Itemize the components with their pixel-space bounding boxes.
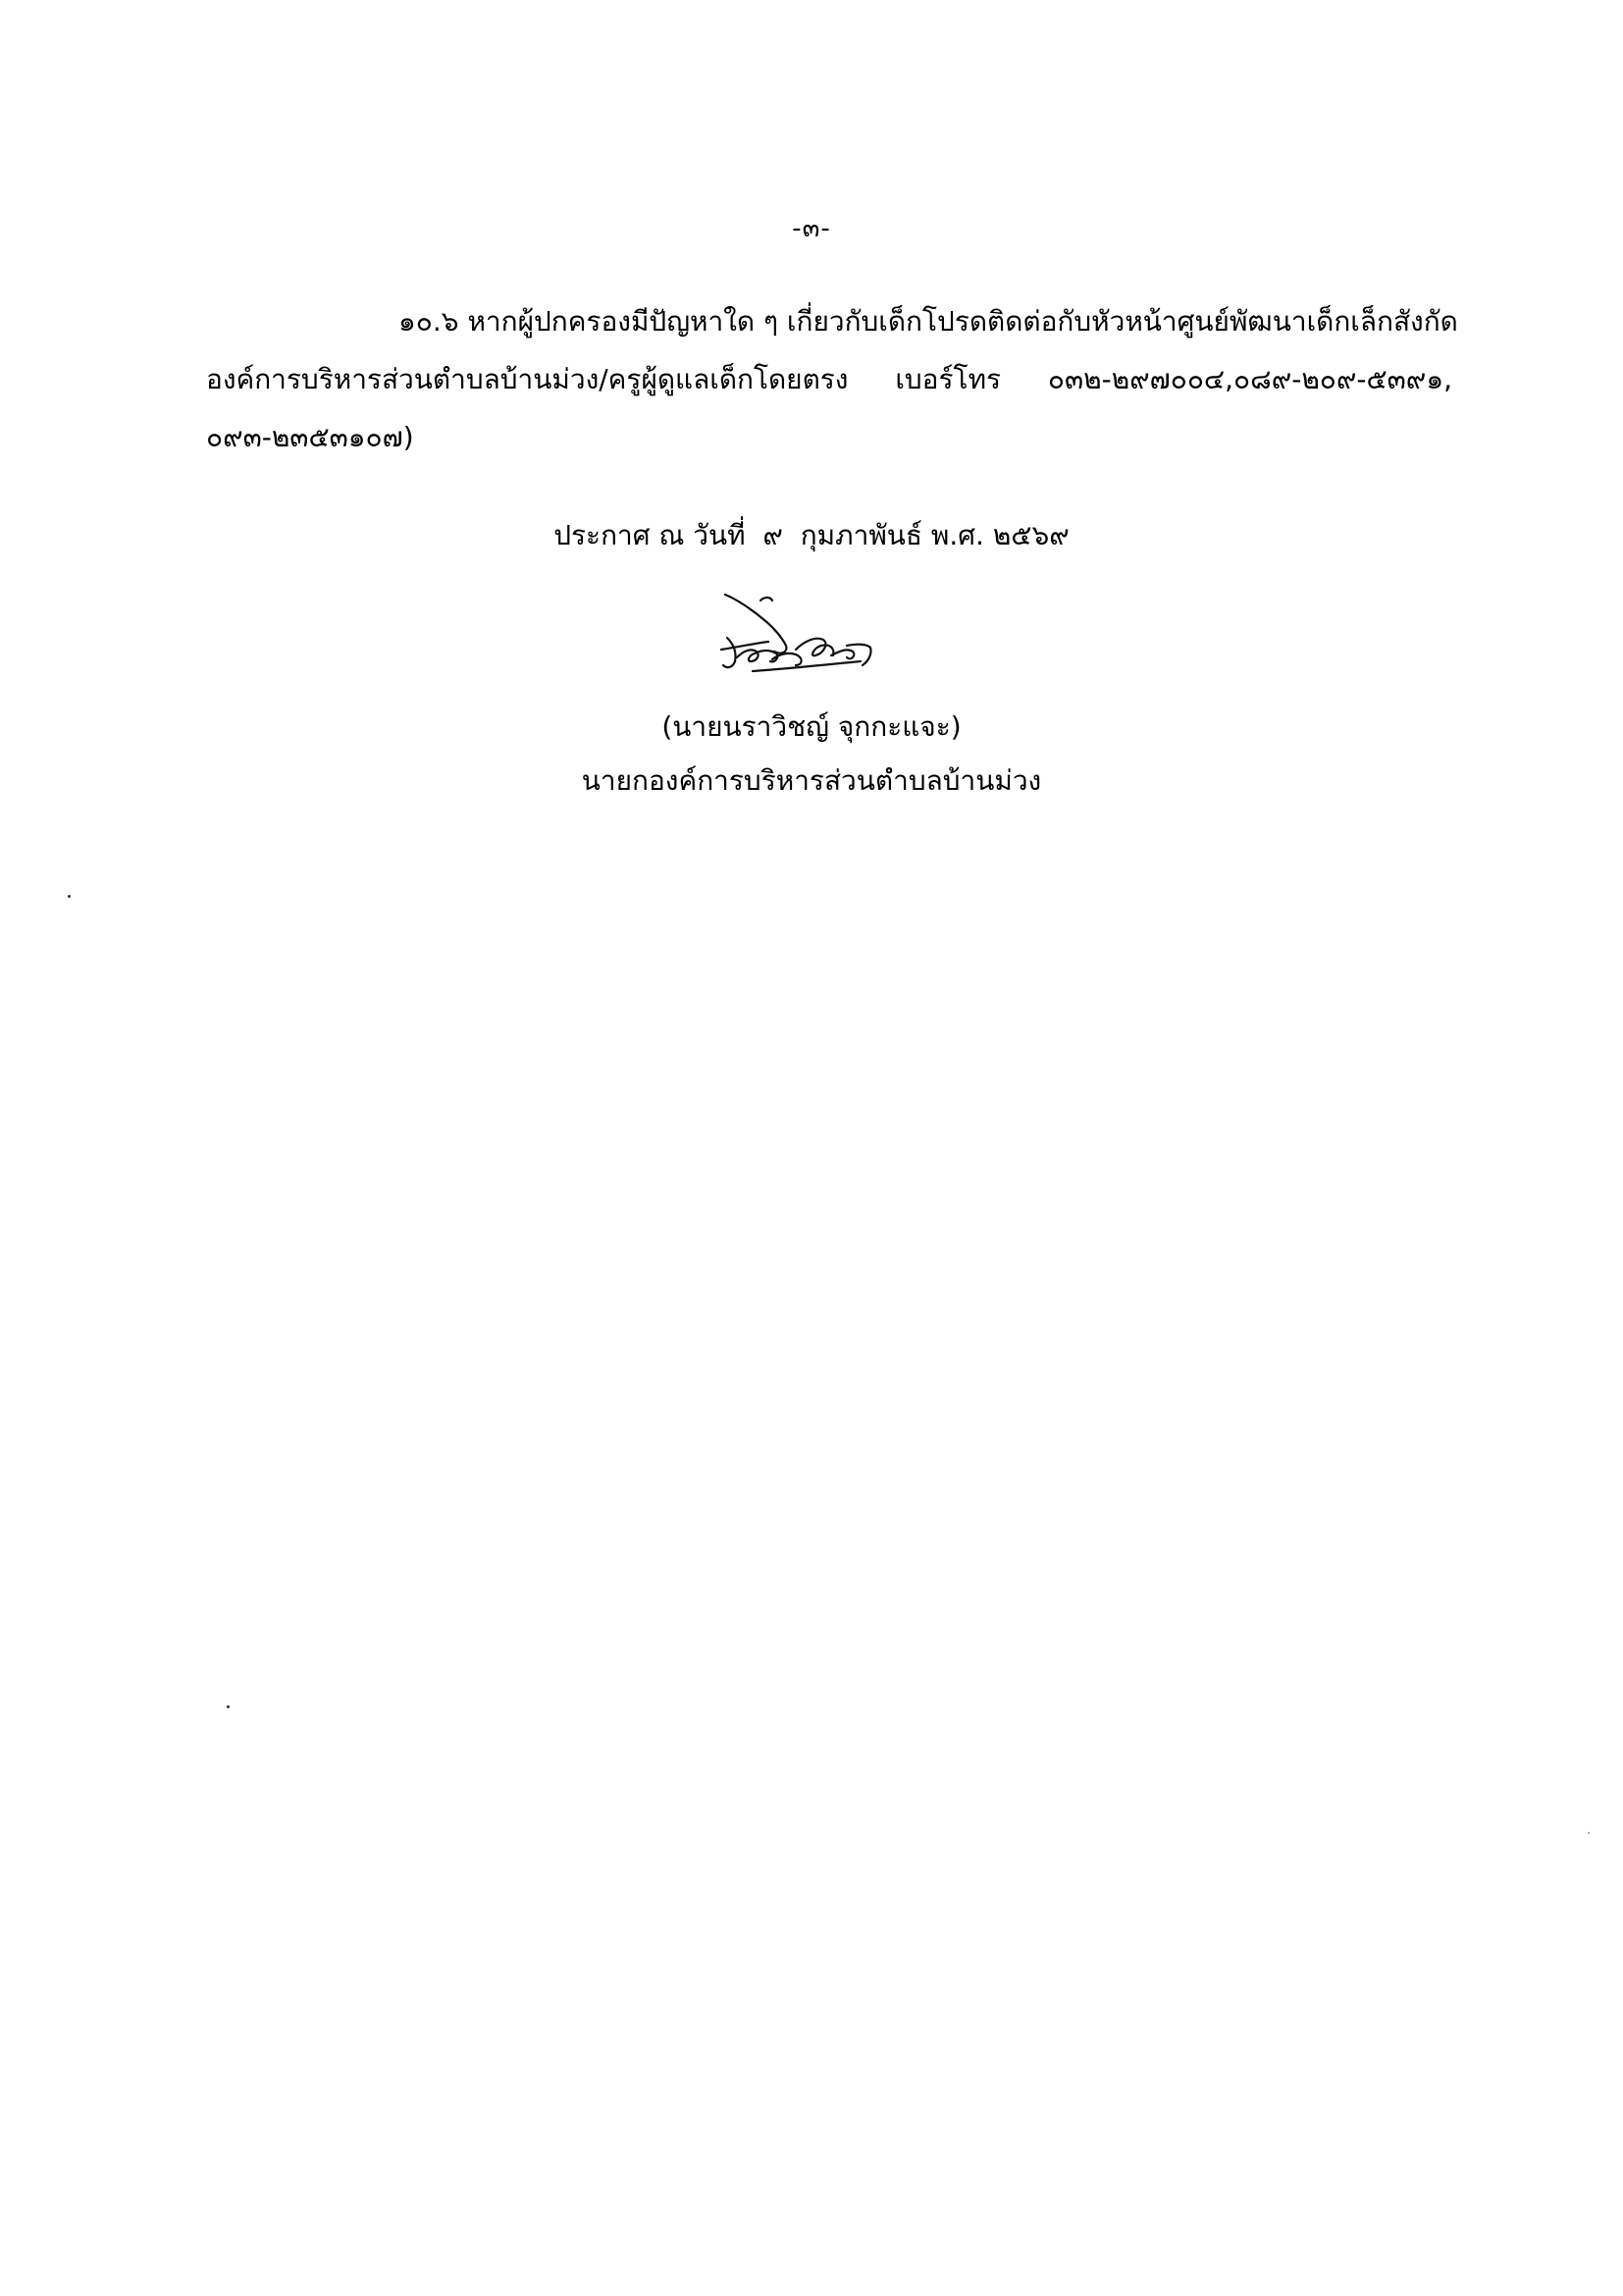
- page-number: -๓-: [792, 214, 831, 243]
- scan-speck: [227, 1705, 230, 1708]
- paragraph-line: ๐๙๓-๒๓๕๓๑๐๗): [206, 421, 414, 453]
- scan-speck: [1588, 1832, 1590, 1834]
- paragraph-line: องค์การบริหารส่วนตำบลบ้านม่วง/ครูผู้ดูแลเด็กโดยตรง เบอร์โทร ๐๓๒-๒๙๗๐๐๔,๐๘๙-๒๐๙-๕๓๙๑,: [206, 363, 1452, 395]
- signer-title: นายกองค์การบริหารส่วนตำบลบ้านม่วง: [581, 764, 1042, 797]
- handwritten-signature: [713, 587, 880, 680]
- body-paragraph: [206, 292, 1458, 466]
- paragraph-line: ๑๐.๖ หากผู้ปกครองมีปัญหาใด ๆ เกี่ยวกับเด็กโปรดติดต่อกับหัวหน้าศูนย์พัฒนาเด็กเล็กสังกัด: [398, 305, 1458, 338]
- scan-speck: [68, 895, 71, 898]
- announcement-date: ประกาศ ณ วันที่ ๙ กุมภาพันธ์ พ.ศ. ๒๕๖๙: [553, 519, 1070, 551]
- signer-name: (นายนราวิชญ์ จุกกะแจะ): [661, 710, 962, 743]
